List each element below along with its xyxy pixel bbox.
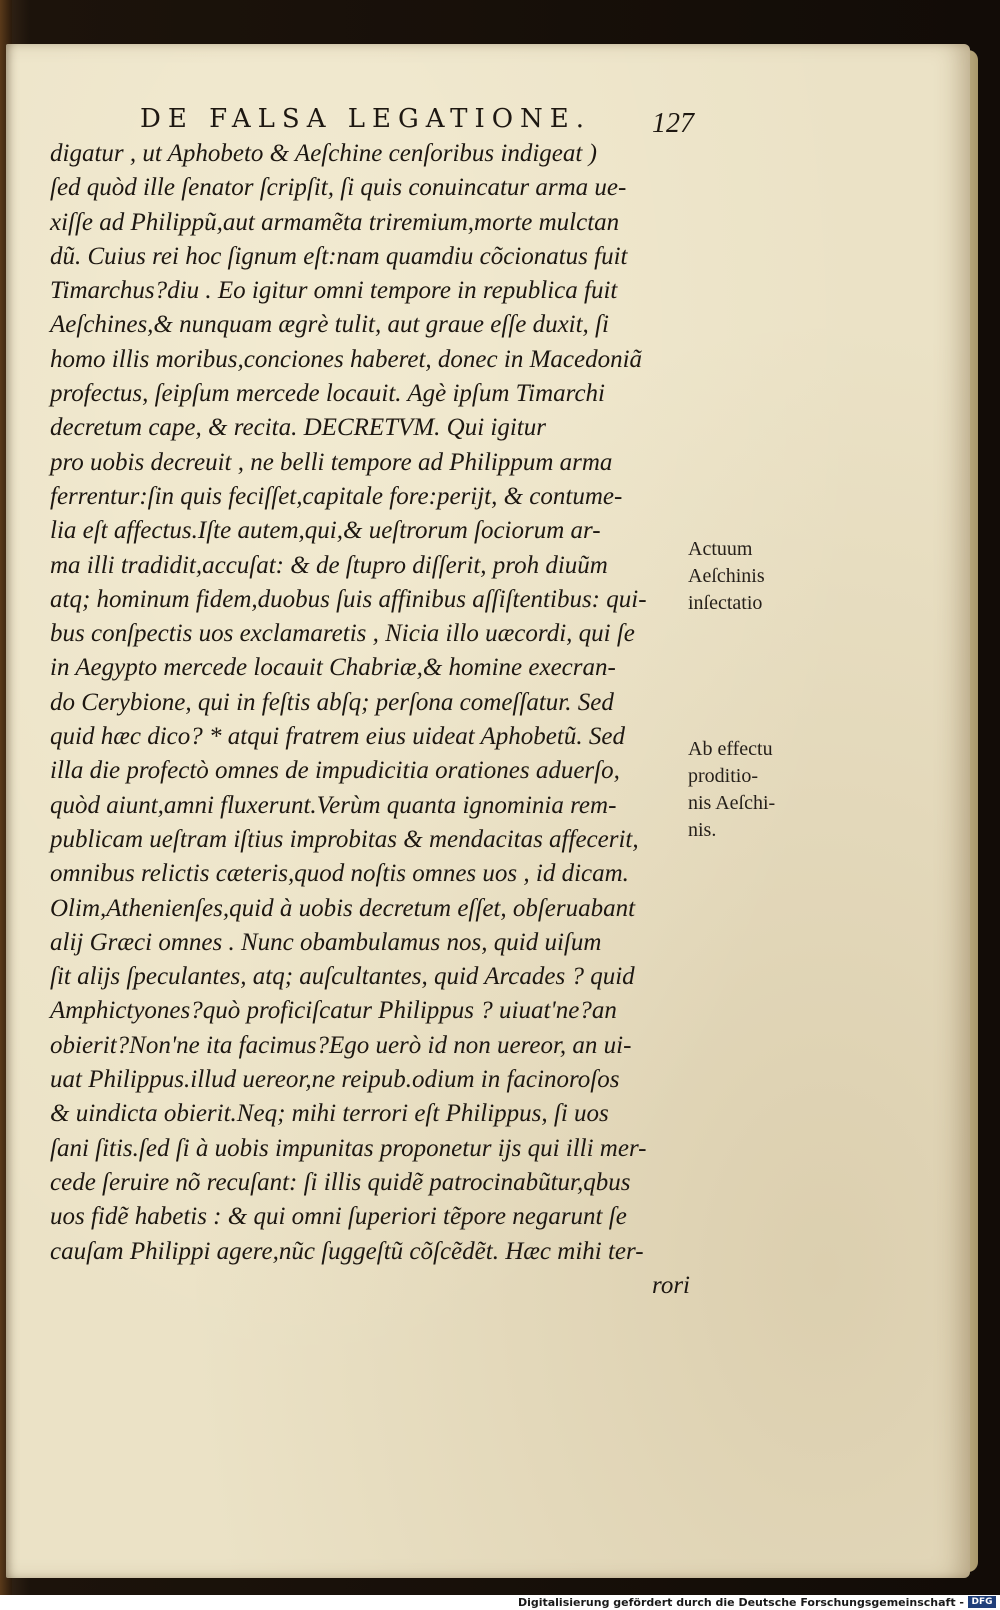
page-number: 127 (652, 108, 694, 139)
text-line: ma illi tradidit,accuſat: & de ſtupro diſſerit, proh diuũm (50, 551, 608, 579)
text-line: in Aegypto mercede locauit Chabriæ,& homine execran- (50, 654, 616, 682)
text-line: digatur , ut Aphobeto & Aeſchine cenſoribus indigeat ) (50, 140, 597, 167)
marginal-note (688, 536, 818, 617)
text-line: homo illis moribus,conciones haberet, donec in Macedoniã (50, 345, 643, 373)
text-line: xiſſe ad Philippũ,aut armamẽta triremium,morte mulctan (50, 208, 620, 236)
funding-credit: Digitalisierung gefördert durch die Deutsche Forschungsgemeinschaft - (517, 1596, 964, 1609)
text-line: quòd aiunt,amni fluxerunt.Verùm quanta ignominia rem- (50, 791, 617, 819)
text-line: Timarchus?diu . Eo igitur omni tempore in republica fuit (50, 277, 618, 305)
text-line: obierit?Non'ne ita facimus?Ego uerò id non uereor, an ui- (50, 1031, 632, 1059)
marginal-note-line: Aeſchinis (688, 565, 765, 587)
text-line: cauſam Philippi agere,nũc ſuggeſtũ cõſcẽdẽt. Hæc mihi ter- (50, 1237, 644, 1265)
marginal-note-line: proditio- (688, 765, 758, 787)
dfg-logo: DFG (968, 1596, 996, 1608)
text-line: ſed quòd ille ſenator ſcripſit, ſi quis conuincatur arma ue- (50, 174, 627, 202)
marginal-note-line: Ab effectu (688, 738, 773, 760)
marginal-note-line: nis Aeſchi- (688, 792, 776, 814)
text-line: bus conſpectis uos exclamaretis , Nicia illo uæcordi, qui ſe (50, 620, 635, 648)
text-line: uos fidẽ habetis : & qui omni ſuperiori tẽpore negarunt ſe (50, 1203, 627, 1231)
text-line: Amphictyones?quò proficiſcatur Philippus ? uiuat'ne?an (50, 997, 617, 1025)
text-line: uat Philippus.illud uereor,ne reipub.odium in facinoroſos (50, 1066, 620, 1094)
running-head: DE FALSA LEGATIONE. (140, 104, 592, 134)
text-line: profectus, ſeipſum mercede locauit. Agè ipſum Timarchi (50, 380, 606, 408)
footer-bar (0, 1595, 1000, 1610)
catchword: rori (652, 1271, 690, 1299)
text-line: publicam ueſtram iſtius improbitas & mendacitas affecerit, (50, 825, 639, 853)
text-line: illa die profectò omnes de impudicitia orationes aduerſo, (50, 757, 620, 785)
marginal-note-line: inſectatio (688, 592, 763, 614)
text-line: pro uobis decreuit , ne belli tempore ad Philippum arma (50, 448, 613, 476)
text-line: do Cerybione, qui in feſtis abſq; perſona comeſſatur. Sed (50, 688, 614, 716)
text-line: atq; hominum fidem,duobus ſuis affinibus aſſiſtentibus: qui- (50, 585, 647, 613)
text-line: lia eſt affectus.Iſte autem,qui,& ueſtrorum ſociorum ar- (50, 517, 601, 545)
text-line: quid hæc dico? * atqui fratrem eius uideat Aphobetũ. Sed (50, 723, 625, 751)
text-line: dũ. Cuius rei hoc ſignum eſt:nam quamdiu cõcionatus fuit (50, 242, 628, 270)
text-line: decretum cape, & recita. DECRETVM. Qui igitur (50, 414, 546, 442)
text-line: ſit alijs ſpeculantes, atq; auſcultantes, quid Arcades ? quid (50, 963, 635, 991)
marginal-note-line: nis. (688, 819, 717, 841)
main-text-block (50, 137, 690, 1303)
marginal-note-line: Actuum (688, 538, 753, 560)
marginal-note (688, 736, 818, 844)
text-line: Olim,Athenienſes,quid à uobis decretum eſſet, obſeruabant (50, 894, 636, 922)
text-line: Aeſchines,& nunquam ægrè tulit, aut graue eſſe duxit, ſi (50, 311, 609, 339)
text-line: ſani ſitis.ſed ſi à uobis impunitas proponetur ijs qui illi mer- (50, 1134, 647, 1162)
text-line: & uindicta obierit.Neq; mihi terrori eſt Philippus, ſi uos (50, 1100, 609, 1128)
text-line: cede ſeruire nõ recuſant: ſi illis quidẽ patrocinabũtur,qbus (50, 1168, 631, 1196)
text-line: alij Græci omnes . Nunc obambulamus nos, quid uiſum (50, 928, 602, 956)
text-line: ferrentur:ſin quis feciſſet,capitale fore:periјt, & contume- (50, 482, 623, 510)
text-line: omnibus relictis cæteris,quod noſtis omnes uos , id dicam. (50, 860, 629, 888)
